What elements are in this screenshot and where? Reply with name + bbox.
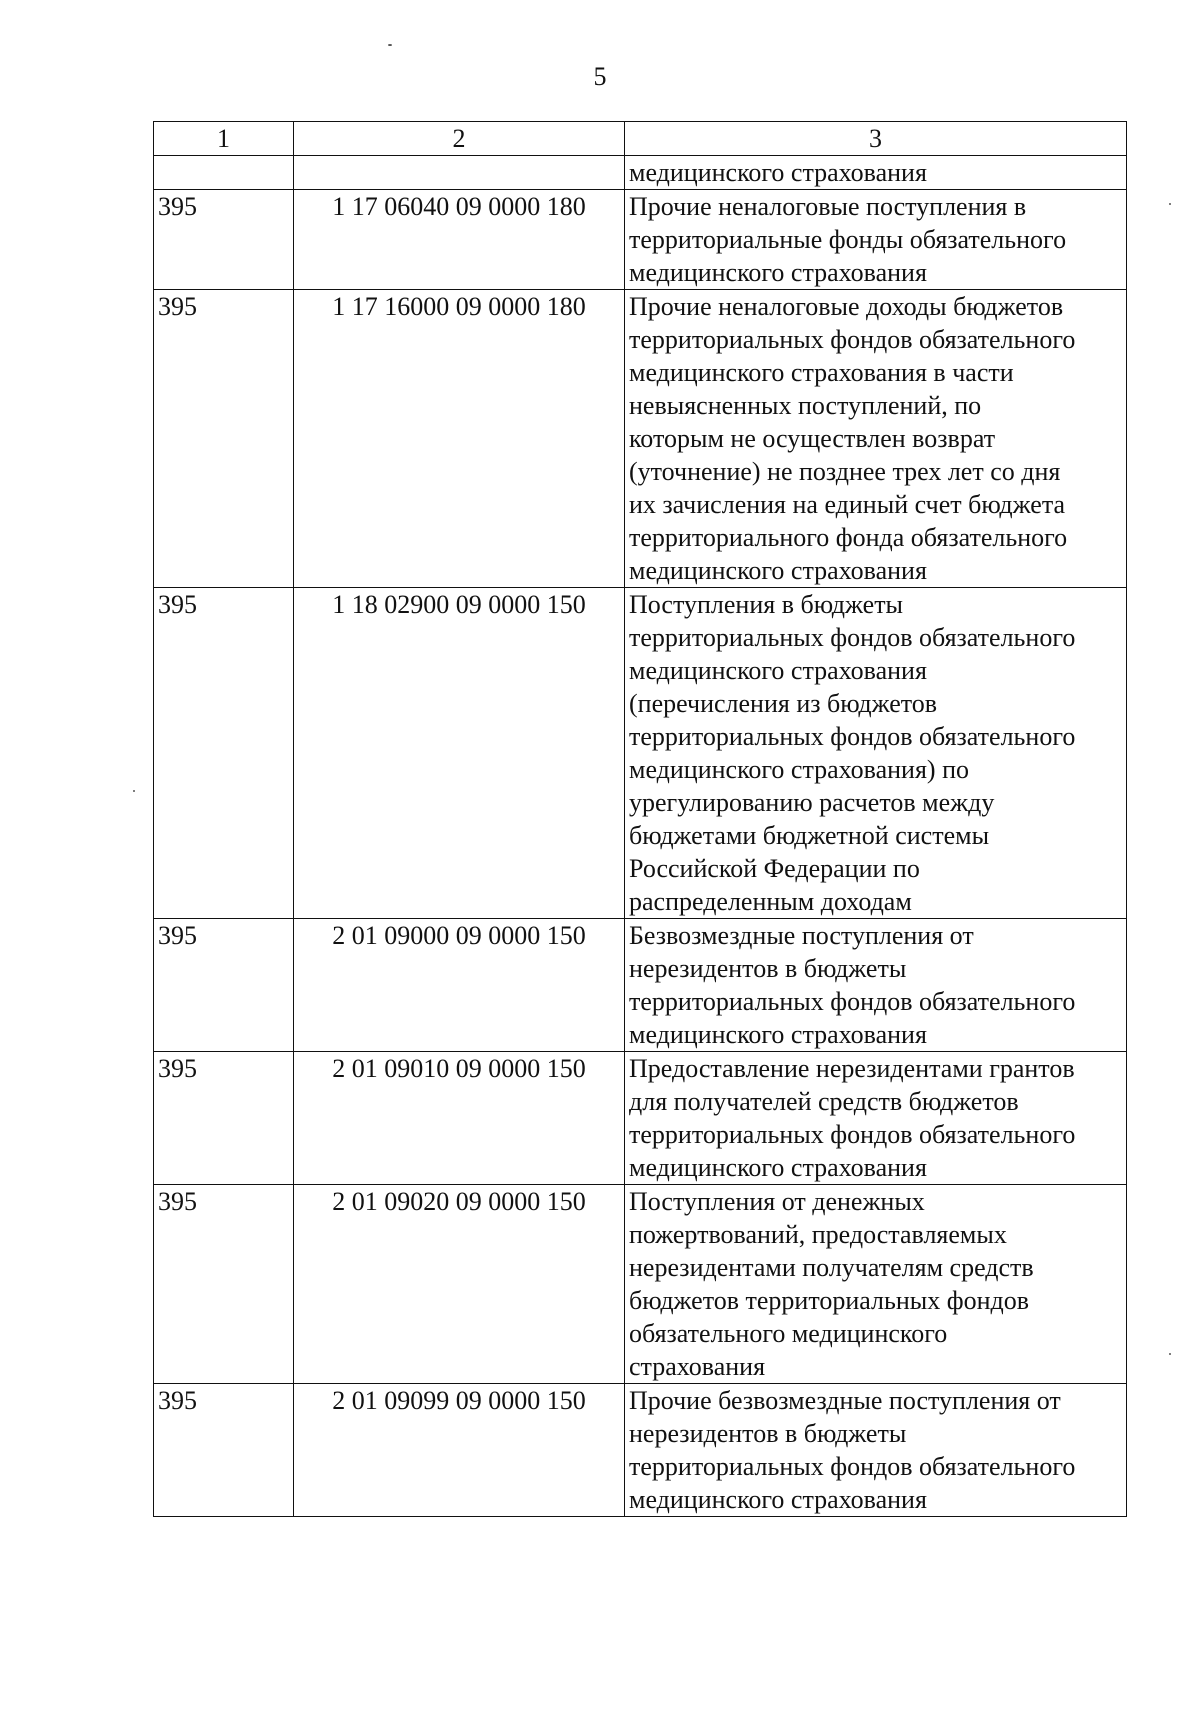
admin-code-cell: [154, 156, 294, 190]
classification-code-cell: 1 17 06040 09 0000 180: [294, 190, 625, 290]
table-header-row: [154, 122, 1127, 156]
scan-speck: [1169, 203, 1171, 205]
table-row: [154, 1052, 1127, 1185]
revenue-name-cell: Прочие неналоговые поступления в территориальные фонды обязательного медицинского страхования: [625, 190, 1127, 290]
header-cell-2: 2: [294, 122, 625, 156]
revenue-name-cell: Поступления от денежных пожертвований, предоставляемых нерезидентами получателям средств бюджетов территориальных фондов обязательного медицинского страхования: [625, 1185, 1127, 1384]
revenue-name-cell: Предоставление нерезидентами грантов для получателей средств бюджетов территориальных фондов обязательного медицинского страхования: [625, 1052, 1127, 1185]
scan-speck: [1169, 1353, 1171, 1355]
header-cell-1: 1: [154, 122, 294, 156]
classification-code-cell: 2 01 09020 09 0000 150: [294, 1185, 625, 1384]
admin-code-cell: 395: [154, 290, 294, 588]
classification-code-cell: [294, 156, 625, 190]
admin-code-cell: 395: [154, 919, 294, 1052]
revenue-name-cell: медицинского страхования: [625, 156, 1127, 190]
admin-code-cell: 395: [154, 1185, 294, 1384]
classification-code-cell: 1 18 02900 09 0000 150: [294, 588, 625, 919]
table-row: [154, 190, 1127, 290]
table-row: [154, 588, 1127, 919]
classification-code-cell: 2 01 09099 09 0000 150: [294, 1384, 625, 1517]
header-cell-3: 3: [625, 122, 1127, 156]
classification-code-cell: 2 01 09000 09 0000 150: [294, 919, 625, 1052]
classification-code-cell: 1 17 16000 09 0000 180: [294, 290, 625, 588]
table-row: [154, 1384, 1127, 1517]
revenue-name-cell: Прочие безвозмездные поступления от нерезидентов в бюджеты территориальных фондов обязательного медицинского страхования: [625, 1384, 1127, 1517]
table-row: [154, 919, 1127, 1052]
revenue-name-cell: Поступления в бюджеты территориальных фондов обязательного медицинского страхования (перечисления из бюджетов территориальных фондов обязательного медицинского страхования) по урегулированию расчетов между бюджетами бюджетной системы Российской Федерации по распределенным доходам: [625, 588, 1127, 919]
table-row: [154, 1185, 1127, 1384]
budget-code-table: [153, 121, 1127, 1517]
admin-code-cell: 395: [154, 1384, 294, 1517]
scan-speck: [133, 790, 135, 792]
table-row: [154, 290, 1127, 588]
page-number: 5: [593, 62, 607, 91]
revenue-name-cell: Прочие неналоговые доходы бюджетов территориальных фондов обязательного медицинского страхования в части невыясненных поступлений, по которым не осуществлен возврат (уточнение) не позднее трех лет со дня их зачисления на единый счет бюджета территориального фонда обязательного медицинского страхования: [625, 290, 1127, 588]
admin-code-cell: 395: [154, 1052, 294, 1185]
classification-code-cell: 2 01 09010 09 0000 150: [294, 1052, 625, 1185]
scan-speck: [388, 44, 392, 46]
admin-code-cell: 395: [154, 190, 294, 290]
admin-code-cell: 395: [154, 588, 294, 919]
revenue-name-cell: Безвозмездные поступления от нерезидентов в бюджеты территориальных фондов обязательного медицинского страхования: [625, 919, 1127, 1052]
table-row: [154, 156, 1127, 190]
